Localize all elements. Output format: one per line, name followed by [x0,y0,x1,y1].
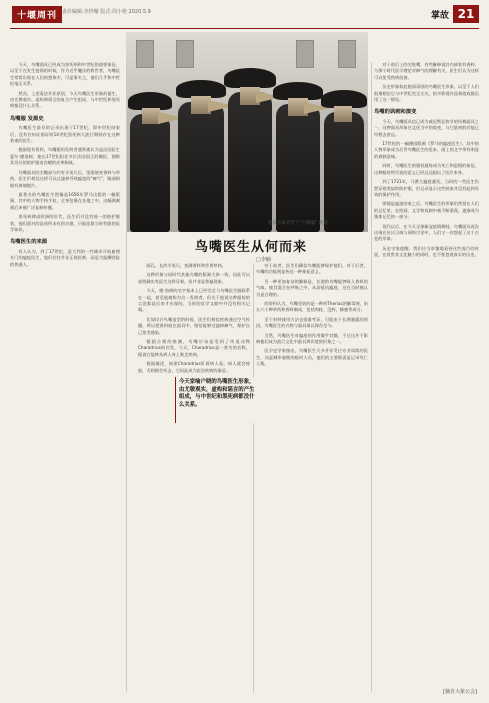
photo-caption: 伦敦示威者穿上"鸟嘴服" 现据 [268,221,328,226]
paragraph: 根据描述，如果Charadrius盯着病人看，病人就会痊愈，否则便会死去，它因此成为医治疾病的象征。 [138,361,250,373]
section-title: 掌故 [430,11,449,21]
paragraph: 即使是瘟疫结束之后，鸟嘴医生的形象仍然留在人们的记忆里，在绘画、文学和戏剧中被不断重现，逐渐成为集体记忆的一部分。 [374,201,479,220]
column-left [10,62,120,692]
mask [334,106,352,122]
hat [224,68,276,88]
robed-figure [276,104,320,232]
robed-figure [324,112,364,232]
paragraph: 有人认为，到了17世纪，意大利的一些城市开始雇佣专门的瘟疫医生，他们往往并非正规医师，而是为报酬冒险的普通人。 [10,248,120,267]
subheading: 鸟嘴的讽刺和演变 [374,109,417,116]
editor-meta: 责任编辑:李世曙 版式:周小艳 2020.5.9 [62,9,151,15]
paragraph: 这种形象与同时代其他鸟嘴的版画大体一致，因此可以说明确实有医生这样穿着，但并非是普遍现象。 [138,272,250,284]
paragraph: 鸟嘴面具的尖嘴部分约有半英尺长，里面填充香料与草药，医生们相信这样可以过滤掉导致瘟疫的"瘴气"，眼部则嵌有玻璃镜片。 [10,169,120,188]
pull-quote [175,377,258,423]
source-tag: [摘自大象公会] [443,689,477,695]
column-middle-1 [138,263,250,693]
header-rule [10,28,479,29]
paragraph: 现代以后，在今天全球新冠疫情期间，鸟嘴面具再次出现在抗议示威与网络讨论中，人们又一次想起了这个古老的形象。 [374,223,479,242]
paragraph: 历史形象如此根深蒂固的鸟嘴医生形象，以至于人们很难相信它与中世纪完全无关，很多影视作品和游戏都沿用了这一错误。 [374,84,479,103]
paragraph: 今天，德·洛姆的名字基本上已经完全与鸟嘴医生服联系在一起，甚至他被称为这一发明者。但关于他说这种服装的言论都是后来才出现的，当时的医学文献中并没有相关记载。 [138,288,250,313]
paragraph: 对于前后上的尖锐嘴，有些解释说其内部装有香料，与那个时代医学理论对瘴气的理解有关，医生们认为这样可以免受疾病侵袭。 [374,62,479,80]
column-divider [253,263,254,693]
robed-figure [178,102,224,232]
article-title: 鸟嘴医生从何而来 [195,240,308,255]
paragraph: 到了1721年，马赛大瘟疫暴发，当时的一些医生仍然穿着类似的防护服，但记录显示这些装束并没有起到有效的保护作用。 [374,179,479,197]
paragraph: 然而，上述看法并非原创，今天鸟嘴医生形象的诞生，由尤敬观实、虚构和谣言的复合产生组成，与中世纪和黑死病都没什么关系。 [10,90,120,109]
paragraph: 黑死病肆虐欧洲的年代，医生们并没有统一的防护服装，他们面对的是前所未有的灾难，只能依靠当时有限的医学知识。 [10,214,120,232]
paragraph: 今天，鸟嘴面具已经成为黑死病和中世纪的重要象征，以至于在发生疫情的时候，作为近乎魔法的救世者，鸟嘴医生常常出现在人们的想象中，可是事实上，他们几乎和中世纪毫无关系。 [10,62,120,87]
article-author: □李楠 [256,257,271,263]
paragraph: 当然，鸟嘴医生对瘟疫的作用微乎其微，不过这并不影响他们成为流行文化中最具辨识度的形象之一。 [256,332,368,345]
column-divider [126,62,127,692]
paragraph: 对于前者，医生们确信鸟嘴能够保护他们，对于后者，鸟嘴的功能则是传达一种象征意义。 [256,263,368,275]
window [296,40,314,68]
paragraph: 根据现有资料，鸟嘴服的发明者通常被认为是法国医生夏尔·德洛姆，他在17世纪担任多位法国国王的御医，据称其设计的防护服由涂蜡的皮革制成。 [10,147,120,166]
paragraph: 今天，鸟嘴面具也已成为威尼斯狂欢节的经典面具之一，这种面具形象在文化当中的流变，与它最初的功能已经相去甚远。 [374,118,479,137]
paragraph: 另一种更加复杂的解释是，长袍的鸟嘴能够吸入香料的气味，使其混合在呼吸之中，从而抵抗瘟疫，这在当时被认为是合理的。 [256,278,368,297]
window [338,40,356,68]
pull-quote-text: 今天家喻户晓的鸟嘴医生形象，由尤敬观实，虚构和谣言的产生组成，与中世纪和黑死病都没什么关系。 [179,379,255,408]
paragraph: 历史学家提醒，我们应当审慎地看待这些流行的传说，在欣赏其文化魅力的同时，也不要忽视真实的历史。 [374,245,479,258]
paragraph: 同时，鸟嘴医生的服装最终成为死亡和恐惧的象征，这种服装所代表的意义已经远远超出了医疗本身。 [374,163,479,175]
page-number: 21 [453,5,479,23]
window [176,40,194,68]
paragraph: 的资料认为，鸟嘴里装的是一种叫Theriac的解毒剂，由五六十种草药和香料制成，包括肉桂、没药、蜂蜜等成分。 [256,301,368,313]
masthead: 十堰周刊 [12,6,62,23]
paragraph: 根据合理的推测，鸟嘴应该是受到了传说动物Charadrius的启发，今天，Charadrius是一类鸟的名称，据说它能够从病人身上吸走疾病。 [138,339,250,357]
plague-doctor-photo [126,32,368,232]
robed-figure [130,114,170,232]
page-header [0,0,489,30]
paragraph: 至于材料使用方法也很难考证，可能由于长期暴露的原因，鸟嘴医生的衣物与器具难以保存至今。 [256,316,368,329]
paragraph: 最著名的鸟嘴医生图像是1656年罗马出版的一幅版画，其中的人物手持手杖，全身包裹在长袍之中，这幅讽刺画后来被广泛复制传播。 [10,191,120,210]
column-middle-2 [256,263,368,693]
column-divider [371,62,372,692]
column-right [374,62,479,692]
paragraph: 比如设计鸟嘴造型的时候，医生们相信疾病通过空气传播，所以把香料放在面具中，相信能够过滤掉瘴气，保护自己免受感染。 [138,316,250,335]
paragraph: 17世纪的一幅德国版画《罗马的瘟疫医生》，其中的人物形象成为后世鸟嘴医生的范本，画上的文字带有明显的讽刺意味。 [374,141,479,159]
paragraph: 面孔，长约半英尺，充满香料和芳香草药。 [146,263,226,268]
subheading: 鸟嘴服 发源史 [10,115,44,122]
window [136,40,154,68]
paragraph: 医学史学家指出，鸟嘴医生大多并非受过专业训练的医生，而是城市雇佣的临时人员，他们的主要职责是记录死亡人数。 [256,348,368,367]
robed-figure [228,92,272,232]
paragraph: 鸟嘴医生最早的记录出现于17世纪，即中世纪结束后，没有任何证据证明14世纪黑死病大流行期间存在这种装束的医生。 [10,125,120,144]
subheading: 鸟嘴医生的来源 [10,239,48,246]
